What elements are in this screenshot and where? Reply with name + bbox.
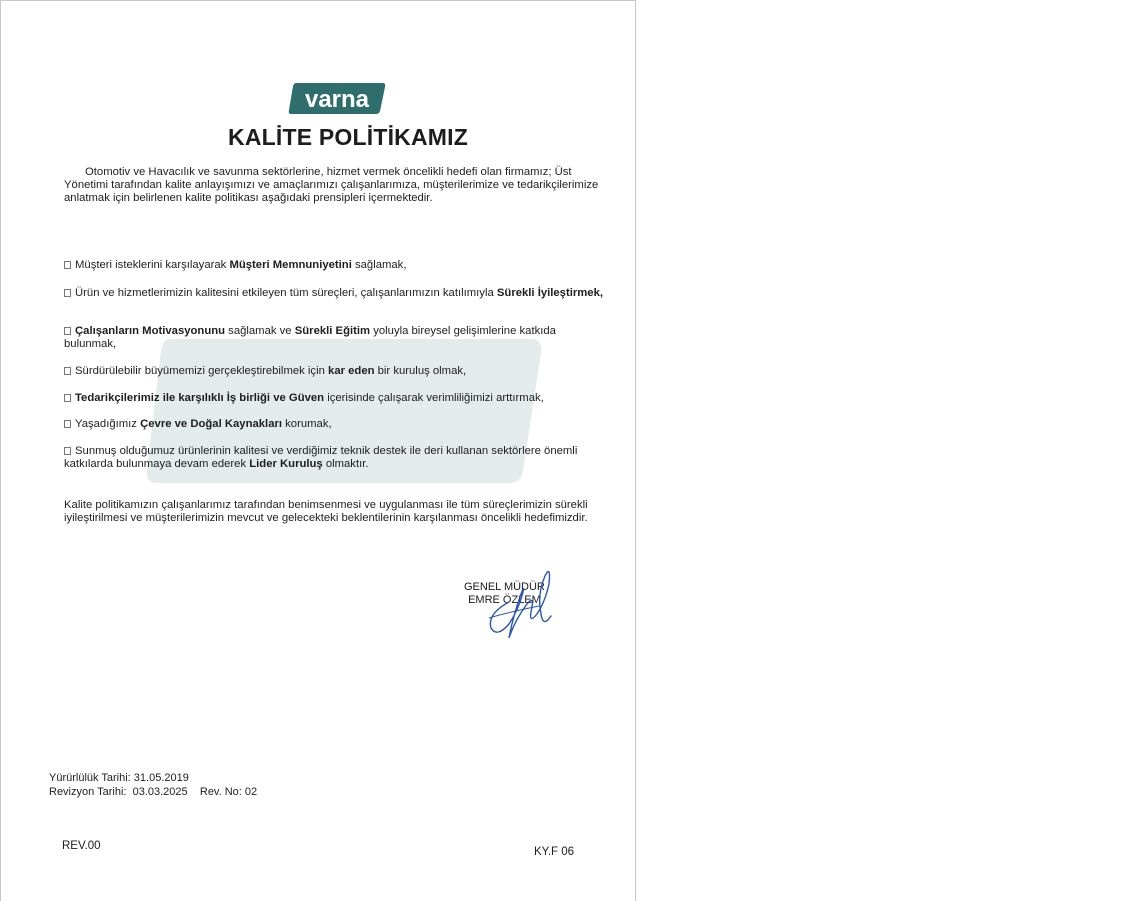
policy-item-3 xyxy=(64,325,604,351)
rev-no-label: Rev. No: xyxy=(199,786,242,798)
policy-item-5 xyxy=(64,392,604,405)
item-bold: kar eden xyxy=(328,365,375,377)
logo-text: varna xyxy=(304,86,370,113)
revision-date-line xyxy=(49,786,257,799)
item-text: Yaşadığımız xyxy=(75,418,141,430)
item-text: bir kuruluş olmak, xyxy=(374,365,467,377)
policy-item-7 xyxy=(64,445,604,471)
company-logo xyxy=(288,82,386,115)
checkbox-icon xyxy=(64,394,71,402)
item-bold: Müşteri Memnuniyetini xyxy=(229,259,352,271)
signatory-role: GENEL MÜDÜR xyxy=(464,581,545,593)
checkbox-icon xyxy=(64,420,71,428)
item-text: yoluyla bireysel gelişimlerine katkıda bulunmak, xyxy=(64,325,556,350)
checkbox-icon xyxy=(64,327,71,335)
policy-item-4 xyxy=(64,365,604,378)
signatory-name: EMRE ÖZLEM xyxy=(468,594,541,606)
rev-code: REV.00 xyxy=(62,840,101,852)
revision-date: 03.03.2025 xyxy=(132,786,188,798)
form-code: KY.F 06 xyxy=(534,846,575,858)
item-text: Müşteri isteklerini karşılayarak xyxy=(75,259,230,271)
item-text: Sürdürülebilir büyümemizi gerçekleştirebilmek için xyxy=(75,365,329,377)
checkbox-icon xyxy=(64,261,71,269)
item-text: içerisinde çalışarak verimliliğimizi arttırmak, xyxy=(324,392,544,404)
policy-item-2 xyxy=(64,287,604,300)
item-text: sağlamak, xyxy=(351,259,407,271)
rev-no: 02 xyxy=(244,786,258,798)
item-bold: Çevre ve Doğal Kaynakları xyxy=(140,418,283,430)
item-bold: Çalışanların Motivasyonunu xyxy=(75,325,226,337)
closing-paragraph: Kalite politikamızın çalışanlarımız tarafından benimsenmesi ve uygulanması ile tüm süreçlerimizin sürekli iyileştirilmesi ve müşterilerimizin mevcut ve gelecekteki beklentilerinin karşılanması öncelikli hedefimizdir. xyxy=(64,499,588,524)
intro-paragraph: Otomotiv ve Havacılık ve savunma sektörlerine, hizmet vermek öncelikli hedefi olan firmamız; Üst Yönetimi tarafından kalite anlayışımızı ve amaçlarımızı çalışanlarımıza, müşterilerimize ve tedarikçilerimize anlatmak için belirlenen kalite politikası aşağıdaki prensipleri içermektedir. xyxy=(64,166,599,204)
item-text: olmaktır. xyxy=(322,458,369,470)
handwritten-signature xyxy=(479,554,559,644)
item-bold: Sürekli İyileştirmek, xyxy=(496,287,604,299)
policy-item-1 xyxy=(64,259,604,272)
item-bold: Tedarikçilerimiz ile karşılıklı İş birliği ve Güven xyxy=(75,392,325,404)
checkbox-icon xyxy=(64,289,71,297)
revision-label: Revizyon Tarihi: xyxy=(49,786,127,798)
item-bold: Lider Kuruluş xyxy=(249,458,323,470)
validity-date-line xyxy=(49,772,189,785)
item-text: Sunmuş olduğumuz ürünlerinin kalitesi ve verdiğimiz teknik destek ile deri kullanan sektörlere önemli katkılarda bulunmaya devam ederek xyxy=(64,445,578,470)
page-title: KALİTE POLİTİKAMIZ xyxy=(228,124,468,150)
item-text: korumak, xyxy=(282,418,332,430)
validity-label: Yürürlülük Tarihi: xyxy=(49,772,131,784)
item-text: Ürün ve hizmetlerimizin kalitesini etkileyen tüm süreçleri, çalışanlarımızın katılımıyla xyxy=(75,287,497,299)
validity-date: 31.05.2019 xyxy=(133,772,189,784)
policy-item-6 xyxy=(64,418,604,431)
checkbox-icon xyxy=(64,367,71,375)
item-text: sağlamak ve xyxy=(225,325,295,337)
checkbox-icon xyxy=(64,447,71,455)
item-bold: Sürekli Eğitim xyxy=(294,325,371,337)
